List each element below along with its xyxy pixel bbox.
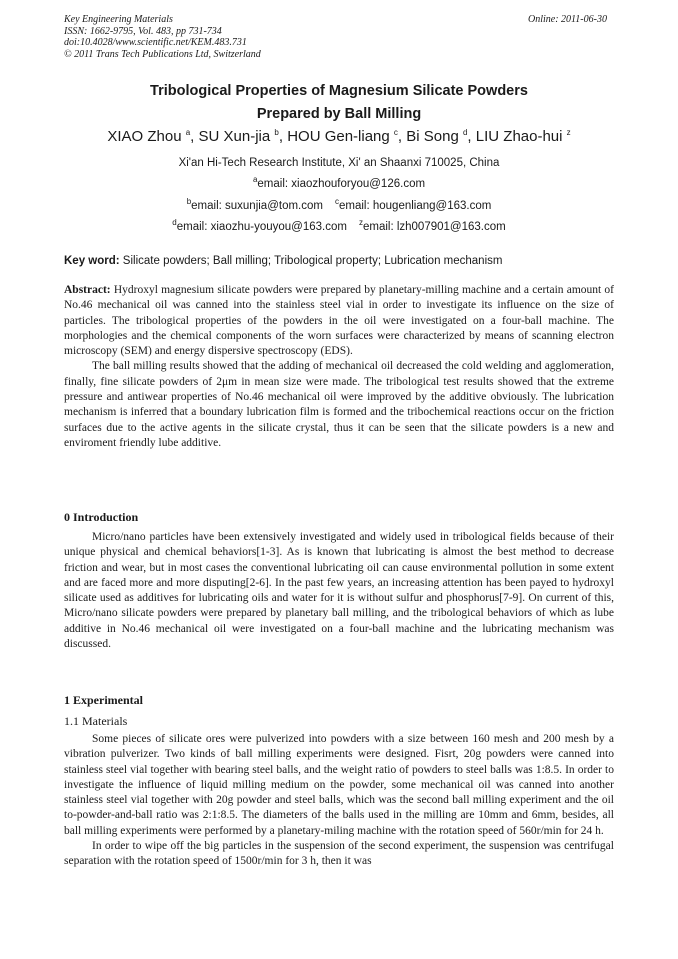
introduction-body <box>64 530 614 652</box>
keywords-text: Silicate powders; Ball milling; Tribological property; Lubrication mechanism <box>122 255 503 267</box>
materials-paragraph-1: Some pieces of silicate ores were pulverized into powders with a size between 160 mesh and 200 mesh by a vibration pulverizer. Two kinds of ball milling experiments were designed. Fisrt, 20g powders were canned into stainless steel vial together with bearing steel balls, and the weight ratio of powders to steel balls was 1:8.5. In order to investigate the influence of liquid milling medium on the powder, some mechanical oil was canned into another stainless steel vial together with 20g powder and steel balls, which was the second ball milling experiment and the oil to-powder-and-ball ratio was 2:1:8.5. The diameters of the balls used in the milling are 10mm and 6mm, besides, all ball milling experiments were performed by a planetary-miling machine with the rotation speed of 560r/min for 24 h. <box>64 733 614 837</box>
introduction-paragraph: Micro/nano particles have been extensively investigated and widely used in tribological fields because of their unique physical and chemical behaviors[1-3]. As is known that lubricating is almost the best method to decrease friction and wear, but in most cases the conventional lubricating oil can cause environmental pollution in some extent and are faced more and more disputing[2-6]. In the past few years, an increasing attention has been payed to hydroxyl silicate used as additives for lubricating oils and water for it is without sulfur and phosphorus[7-9]. On current of this, Micro/nano silicate powders were prepared by planetary ball milling, and the tribological behaviors of which as lube additive in No.46 mechanical oil were investigated on a four-ball machine and the lubricating mechanism was discussed. <box>64 531 614 651</box>
email-mark: b <box>186 197 192 207</box>
email-mark: z <box>358 218 363 228</box>
email-line-3 <box>0 218 678 233</box>
materials-body <box>64 732 614 870</box>
title-line-2: Prepared by Ball Milling <box>256 106 422 122</box>
email-line-2 <box>0 197 678 212</box>
keywords-label: Key word: <box>64 255 120 267</box>
author-separator: , <box>467 128 476 145</box>
author-mark: b <box>274 128 279 137</box>
keywords <box>64 255 502 267</box>
email-line-1 <box>0 175 678 190</box>
author-separator: , <box>278 128 288 145</box>
email-c: email: hougenliang@163.com <box>338 200 492 212</box>
abstract-label: Abstract: <box>64 284 111 296</box>
paper-title <box>0 80 678 126</box>
abstract-paragraph-2: The ball milling results showed that the adding of mechanical oil decreased the cold welding and agglomeration, finally, fine silicate powders of 2μm in mean size were made. The tribological test results showed that the extreme pressure and antiwear properties of No.46 mechanical oil were improved by the additive obviously. The lubrication mechanism is inferred that a boundary lubrication film is formed and the tribochemical reactions occur on the friction surfaces due to the active agents in the silicate crystal, thus it can be seen that the silicate powders is a new and enviroment friendly lube additive. <box>64 360 614 449</box>
author-list <box>0 128 678 145</box>
online-date: Online: 2011-06-30 <box>528 14 607 25</box>
email-d: email: xiaozhu-youyou@163.com <box>176 221 347 233</box>
abstract <box>64 283 614 451</box>
email-b: email: suxunjia@tom.com <box>191 200 323 212</box>
email-mark: d <box>172 218 177 228</box>
journal-name: Key Engineering Materials <box>64 14 173 25</box>
author-name: LIU Zhao-hui <box>475 128 563 145</box>
title-line-1: Tribological Properties of Magnesium Silicate Powders <box>150 83 528 99</box>
author-separator: , <box>397 128 407 145</box>
email-a: email: xiaozhouforyou@126.com <box>257 178 426 190</box>
author-name: SU Xun-jia <box>198 128 271 145</box>
doi: doi:10.4028/www.scientific.net/KEM.483.731 <box>64 37 247 48</box>
author-separator: , <box>190 128 199 145</box>
email-z: email: lzh007901@163.com <box>362 221 506 233</box>
subsection-heading-materials: 1.1 Materials <box>64 714 128 728</box>
author-mark: c <box>393 128 398 137</box>
author-name: Bi Song <box>406 128 459 145</box>
section-heading-experimental: 1 Experimental <box>64 693 143 707</box>
author-mark: d <box>462 128 468 137</box>
author-mark: a <box>185 128 191 137</box>
copyright: © 2011 Trans Tech Publications Ltd, Switzerland <box>64 48 261 60</box>
author-name: XIAO Zhou <box>107 128 182 145</box>
journal-header <box>64 14 261 60</box>
abstract-text-1: Hydroxyl magnesium silicate powders were prepared by planetary-milling machine and a certain amount of No.46 mechanical oil was canned into the stainless steel vial in order to investigate its influence on the size of particles. The tribological properties of the powders in the oil were investigated on a four-ball machine. The morphologies and the chemical components of the worn surfaces were characterized by means of scanning electron microscopy (SEM) and energy dispersive spectroscopy (EDS). <box>64 284 614 358</box>
issn: ISSN: 1662-9795, Vol. 483, pp 731-734 <box>64 25 222 37</box>
section-heading-introduction: 0 Introduction <box>64 510 139 524</box>
email-mark: a <box>252 175 258 185</box>
author-mark: z <box>566 128 571 137</box>
materials-paragraph-2: In order to wipe off the big particles in the suspension of the second experiment, the suspension was centrifugal separation with the rotation speed of 1500r/min for 3 h, then it was <box>64 840 614 868</box>
email-mark: c <box>334 197 339 207</box>
author-name: HOU Gen-liang <box>287 128 390 145</box>
affiliation: Xi'an Hi-Tech Research Institute, Xi' an Shaanxi 710025, China <box>178 157 500 169</box>
abstract-paragraph-1 <box>64 283 614 359</box>
